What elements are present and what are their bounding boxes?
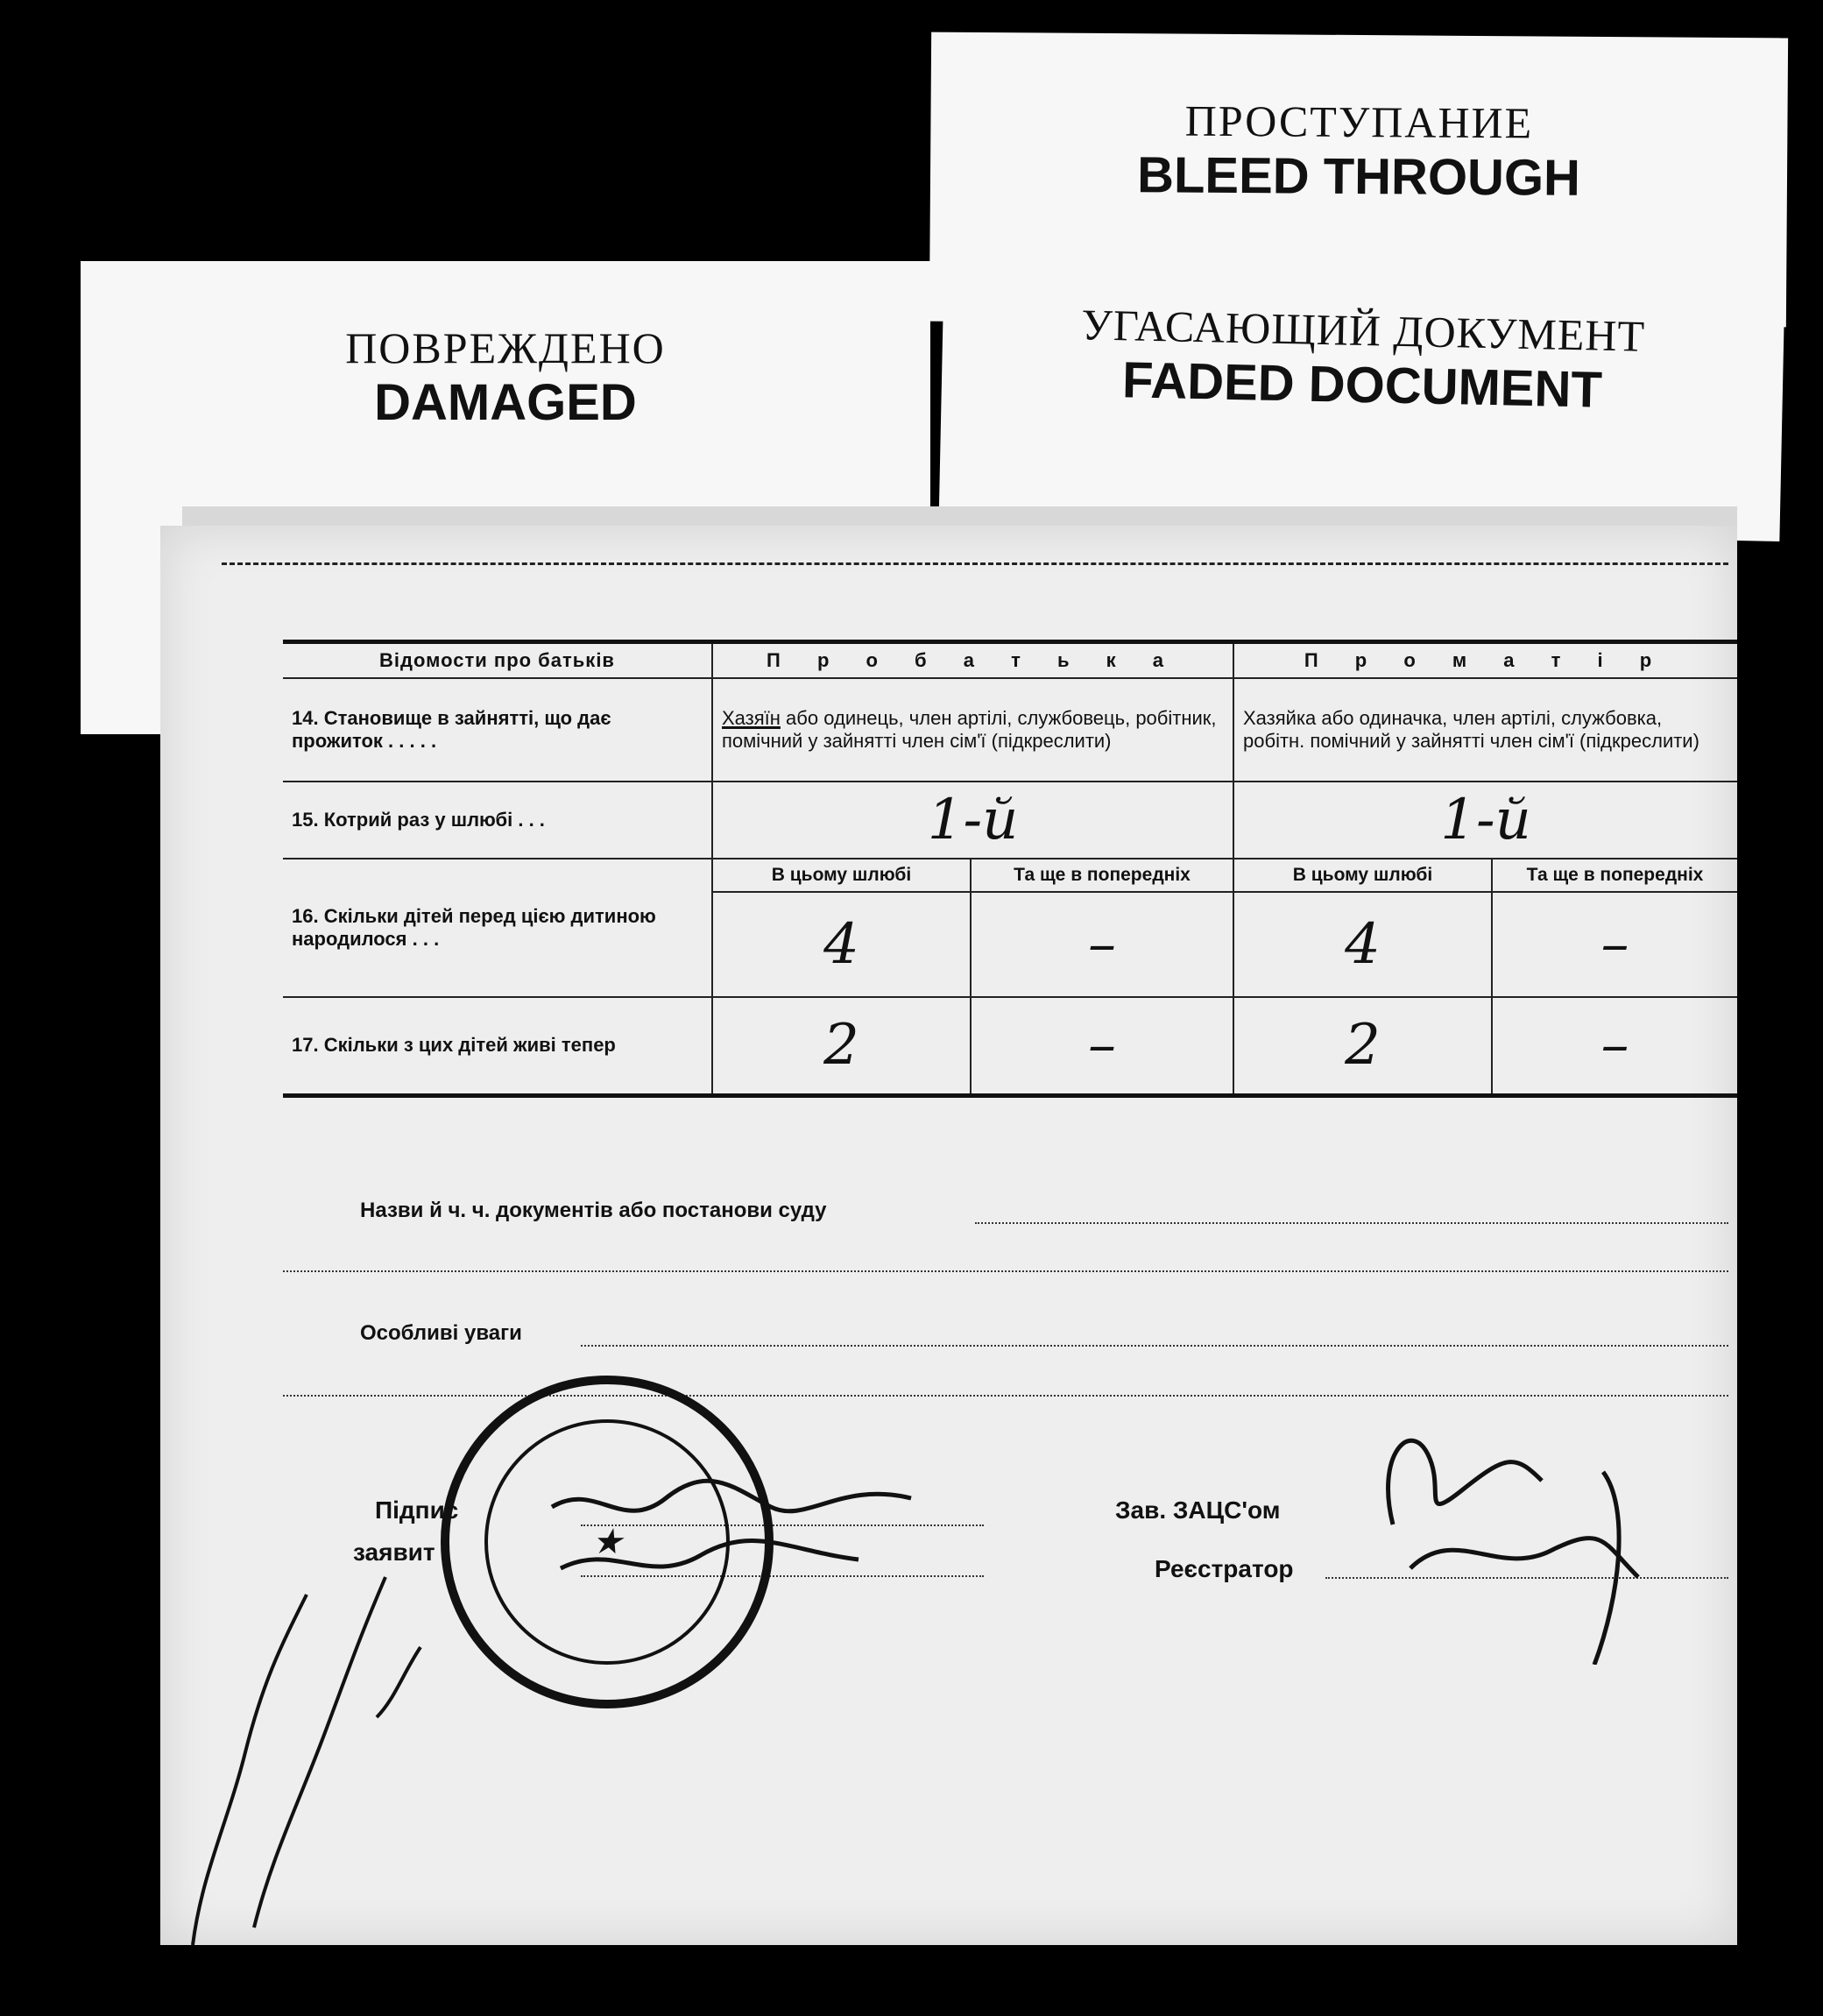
damaged-ru-label: ПОВРЕЖДЕНО <box>345 323 666 372</box>
row17-mother-prev: – <box>1492 997 1737 1095</box>
row16-mother-prev: – <box>1492 892 1737 997</box>
table-row <box>283 997 1737 1095</box>
row15-mother-value: 1-й <box>1233 782 1737 859</box>
row15-label: 15. Котрий раз у шлюбі . . . <box>283 782 712 859</box>
row16-father-prev: – <box>971 892 1233 997</box>
mother-this-marriage-header: В цьому шлюбі <box>1233 859 1492 892</box>
father-previous-header: Та ще в попередніх <box>971 859 1233 892</box>
header-mother: П р о м а т і р <box>1233 642 1737 679</box>
faded-ru-label: УГАСАЮЩИЙ ДОКУМЕНТ <box>1080 300 1646 361</box>
table-subheader-row <box>283 859 1737 892</box>
registrar-label: Реєстратор <box>1155 1555 1294 1582</box>
bleed-ru-label: ПРОСТУПАНИЕ <box>1184 95 1534 148</box>
documents-fill-line <box>975 1222 1728 1224</box>
row14-label: 14. Становище в зайнятті, що дає прожиток . . . . . <box>283 678 712 782</box>
head-of-registry-label: Зав. ЗАЦС'ом <box>1115 1496 1281 1524</box>
table-header-row <box>283 642 1737 679</box>
margin-note-handwriting <box>175 1542 491 1954</box>
row16-mother-this: 4 <box>1233 892 1492 997</box>
seal-emblem-icon: ★ <box>484 1419 730 1665</box>
documents-fill-line-2 <box>283 1270 1728 1272</box>
applicant-signature-scribble <box>543 1472 929 1603</box>
documents-label: Назви й ч. ч. документів або постанови суду <box>360 1199 827 1222</box>
notes-fill-line-2 <box>283 1395 1728 1397</box>
faded-document-label-card <box>939 226 1786 541</box>
applicant-signature-label-1: Підпис <box>375 1496 459 1524</box>
mother-previous-header: Та ще в попередніх <box>1492 859 1737 892</box>
table-row <box>283 678 1737 782</box>
table-row <box>283 782 1737 859</box>
applicant-signature-label-2: заявит <box>353 1539 435 1566</box>
header-father: П р о б а т ь к а <box>712 642 1233 679</box>
header-parents-info: Відомости про батьків <box>283 642 712 679</box>
registrar-signature-scribble <box>1340 1402 1691 1665</box>
row16-father-this: 4 <box>712 892 971 997</box>
row17-father-prev: – <box>971 997 1233 1095</box>
perforation-line <box>222 562 1728 565</box>
father-occupation-rest: або одинець, член артілі, службовець, робітник, помічний у зайнятті член сім'ї (підкреслити) <box>722 707 1217 752</box>
row17-father-this: 2 <box>712 997 971 1095</box>
bleed-en-label: BLEED THROUGH <box>1136 146 1581 207</box>
row16-label: 16. Скільки дітей перед цією дитиною народилося . . . <box>283 859 712 997</box>
notes-label: Особливі уваги <box>360 1321 522 1345</box>
row17-label: 17. Скільки з цих дітей живі тепер <box>283 997 712 1095</box>
row14-father-options <box>712 678 1233 782</box>
damaged-en-label: DAMAGED <box>374 374 637 431</box>
row15-father-value: 1-й <box>712 782 1233 859</box>
row17-mother-this: 2 <box>1233 997 1492 1095</box>
notes-fill-line <box>581 1345 1728 1347</box>
father-occupation-underlined: Хазяїн <box>722 707 781 729</box>
parents-info-table <box>283 640 1737 1098</box>
father-this-marriage-header: В цьому шлюбі <box>712 859 971 892</box>
row14-mother-options: Хазяйка або одиначка, член артілі, службовка, робітн. помічний у зайнятті член сім'ї (підкреслити) <box>1233 678 1737 782</box>
faded-en-label: FADED DOCUMENT <box>1121 351 1603 419</box>
